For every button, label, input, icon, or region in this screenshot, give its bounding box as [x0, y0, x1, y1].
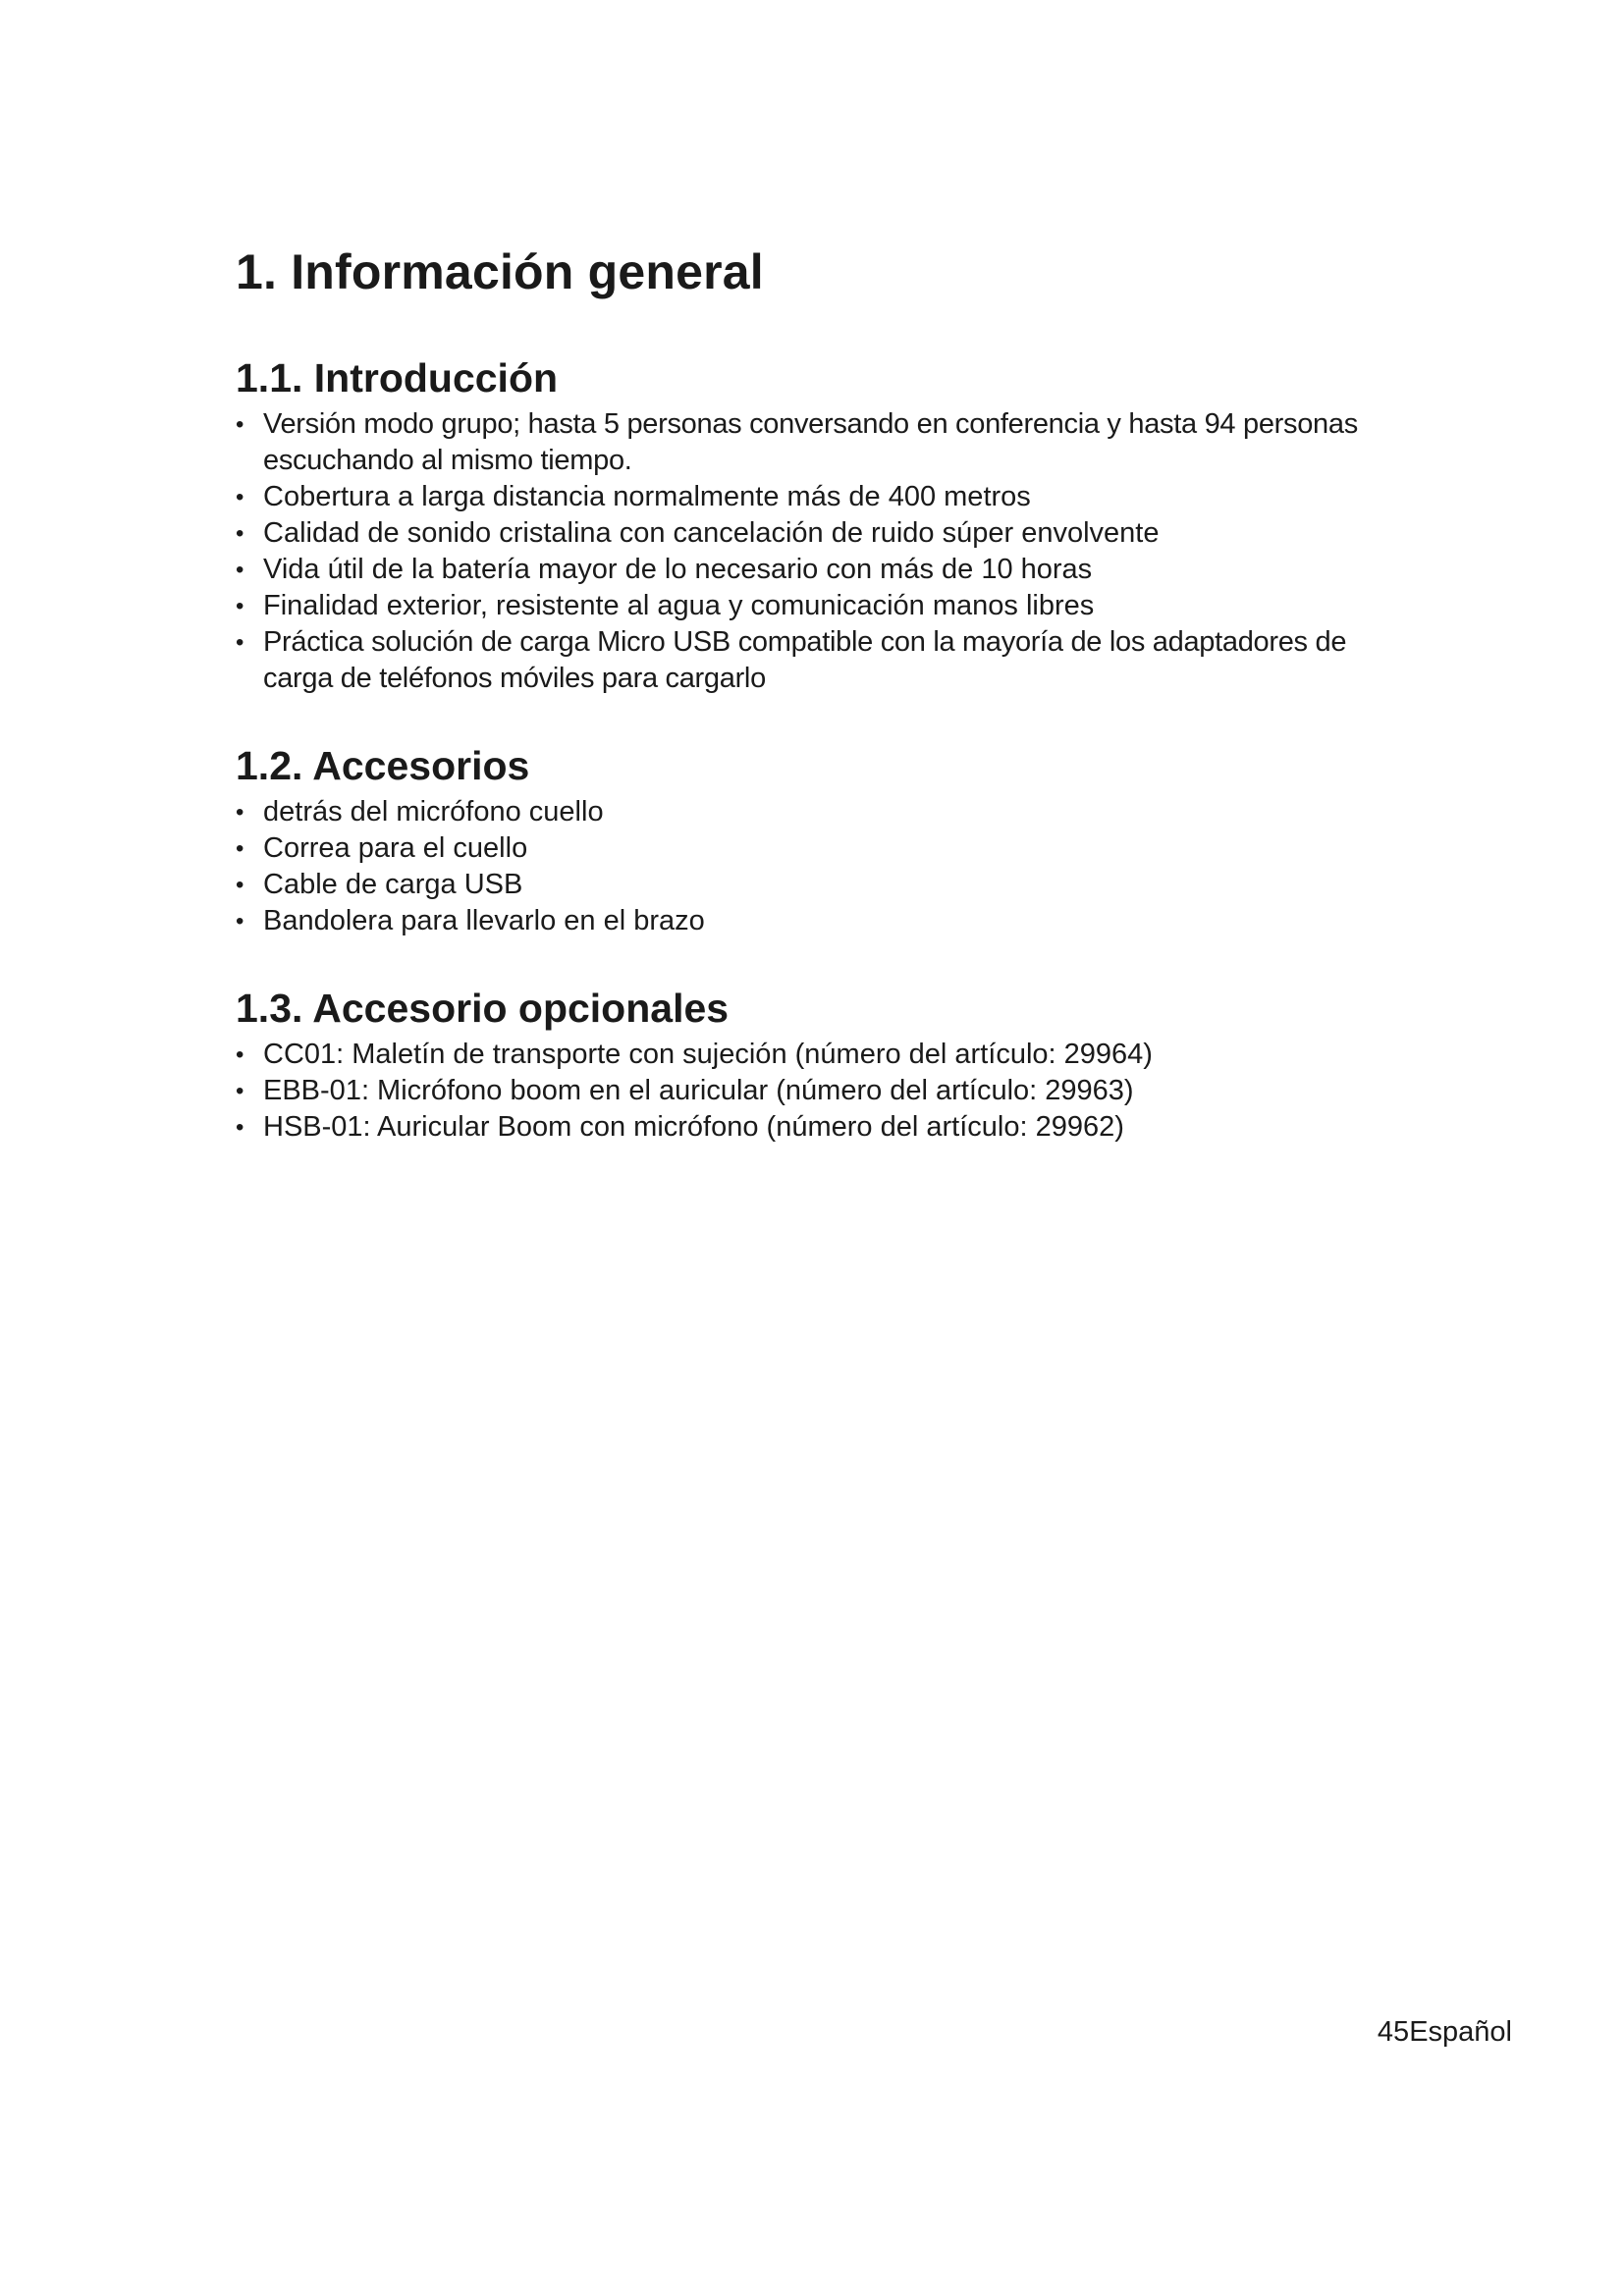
list-item: • EBB-01: Micrófono boom en el auricular (número del artículo: 29963): [236, 1073, 1414, 1109]
section-heading: 1.3. Accesorio opcionales: [236, 986, 730, 1032]
bullet-list: [236, 406, 1414, 697]
list-item: • HSB-01: Auricular Boom con micrófono (número del artículo: 29962): [236, 1109, 1414, 1146]
document-page: [236, 245, 1414, 1193]
list-item: • Correa para el cuello: [236, 830, 1414, 867]
list-item: • CC01: Maletín de transporte con sujeción (número del artículo: 29964): [236, 1037, 1414, 1073]
list-item: • Finalidad exterior, resistente al agua y comunicación manos libres: [236, 588, 1414, 624]
section-heading: 1.2. Accesorios: [236, 743, 530, 789]
section-introduccion: [236, 356, 1414, 697]
footer-language: Español: [1409, 2016, 1512, 2048]
list-item: • detrás del micrófono cuello: [236, 794, 1414, 830]
bullet-list: [236, 1037, 1414, 1146]
list-item: • Bandolera para llevarlo en el brazo: [236, 903, 1414, 939]
section-accesorios: [236, 744, 1414, 939]
section-accesorio-opcionales: [236, 987, 1414, 1146]
page-footer: [1378, 2016, 1512, 2049]
list-item: • Versión modo grupo; hasta 5 personas conversando en conferencia y hasta 94 personas escuchando al mismo tiempo.: [236, 406, 1414, 479]
list-item: • Vida útil de la batería mayor de lo necesario con más de 10 horas: [236, 552, 1414, 588]
list-item: • Cobertura a larga distancia normalmente más de 400 metros: [236, 479, 1414, 515]
list-item: • Práctica solución de carga Micro USB compatible con la mayoría de los adaptadores de carga de teléfonos móviles para cargarlo: [236, 624, 1414, 697]
bullet-list: [236, 794, 1414, 939]
list-item: • Cable de carga USB: [236, 867, 1414, 903]
page-number: 45: [1377, 2016, 1410, 2048]
page-title: 1. Información general: [236, 244, 764, 299]
section-heading: 1.1. Introducción: [236, 355, 559, 400]
list-item: • Calidad de sonido cristalina con cancelación de ruido súper envolvente: [236, 515, 1414, 552]
